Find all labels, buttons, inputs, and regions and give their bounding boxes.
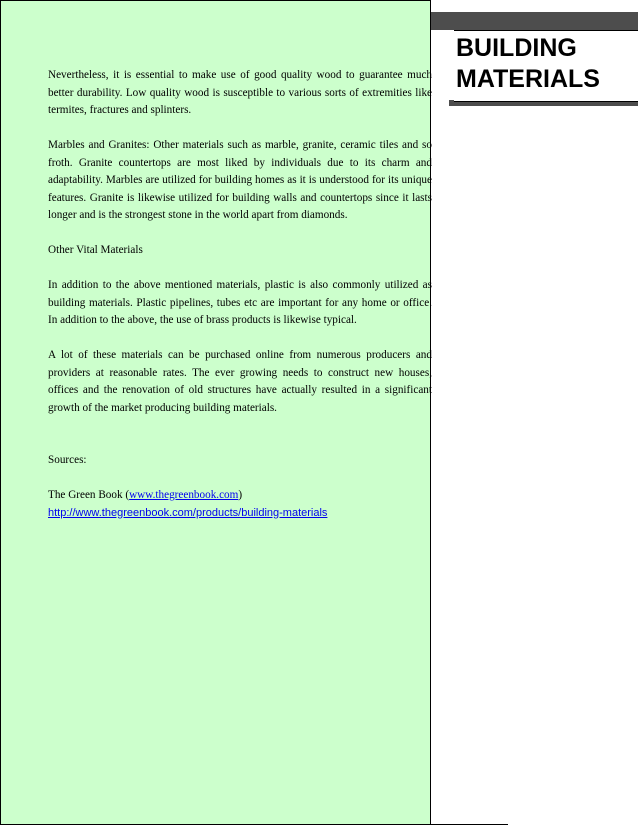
paragraph-online-purchase: A lot of these materials can be purchased online from numerous producers and providers at reasonable rates. The ever growing needs to construct new houses, offices and the renovation of old structures have actually resulted in a significant growth of the market producing building materials. [48,349,432,414]
source-book-prefix: The Green Book ( [48,489,130,501]
source-url-link[interactable]: http://www.thegreenbook.com/products/building-materials [48,506,328,519]
source-book-link[interactable]: www.thegreenbook.com [129,489,239,501]
paragraph-marbles-granites: Marbles and Granites: Other materials such as marble, granite, ceramic tiles and so froth. Granite countertops are most liked by individuals due to its charm and adaptability. Marbles are utilized for building homes as it is understood for its unique features. Granite is likewise utilized for building walls and countertops since it lasts longer and is the strongest stone in the world apart from diamonds. [48,139,432,221]
section-heading-other-materials: Other Vital Materials [48,244,143,256]
title-line-2: MATERIALS [456,65,600,93]
page-title [456,31,610,101]
article-body [48,67,432,522]
panel-bottom-rule [0,824,508,825]
paragraph-plastic: In addition to the above mentioned materials, plastic is also commonly utilized as building materials. Plastic pipelines, tubes etc are important for any home or office. In addition to the above, the use of brass products is likewise typical. [48,279,432,326]
heading-top-shade [431,12,638,30]
title-line-1: BUILDING [456,34,577,62]
source-book-suffix: ) [238,489,243,501]
sources-label: Sources: [48,454,87,466]
paragraph-wood: Nevertheless, it is essential to make use of good quality wood to guarantee much better durability. Low quality wood is susceptible to various sorts of extremities like termites, fractures and splinters. [48,69,432,116]
source-citation [48,487,432,522]
